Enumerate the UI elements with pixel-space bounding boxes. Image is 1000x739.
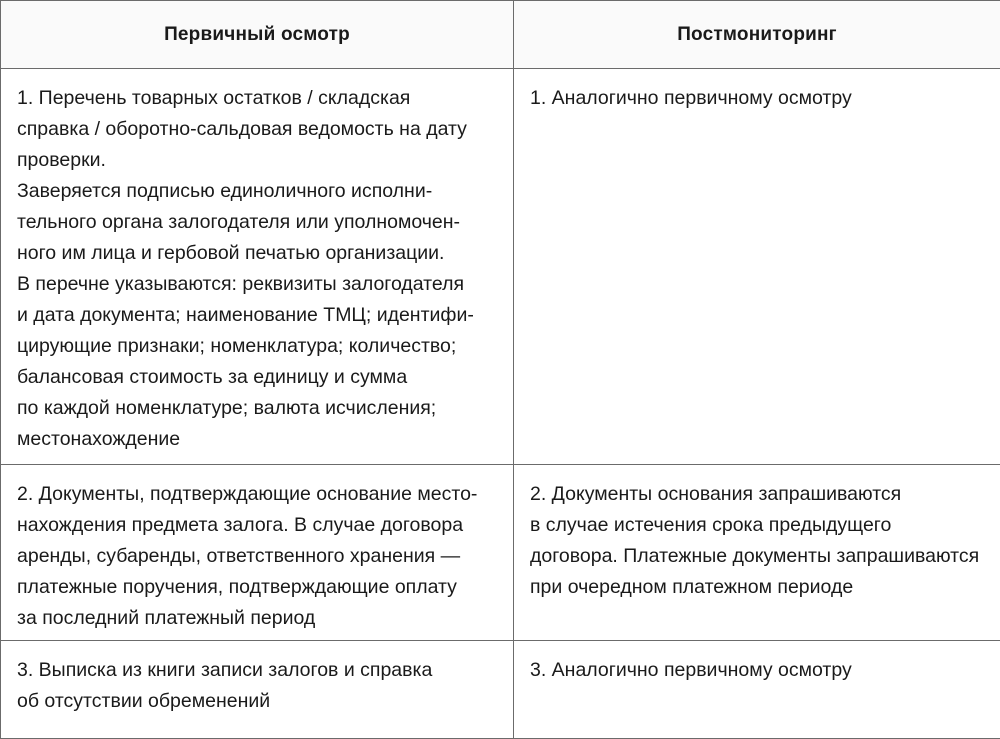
row-3-initial-text: 3. Выписка из книги записи залогов и справка об отсутствии обременений	[17, 655, 497, 717]
row-2-post-text: 2. Документы основания запрашиваются в случае истечения срока предыдущего договора. Платежные документы запрашиваются при очередном платежном периоде	[530, 479, 984, 603]
row-2-initial-cell	[1, 465, 514, 641]
row-3-initial-cell	[1, 641, 514, 739]
row-1-post-text: 1. Аналогично первичному осмотру	[530, 83, 984, 114]
row-3-post-cell	[514, 641, 1000, 739]
row-1-initial-para-2: Заверяется подписью единоличного исполни- тельного органа залогодателя или уполномочен- ного им лица и гербовой печатью организации.	[17, 176, 497, 269]
header-initial-inspection: Первичный осмотр	[1, 1, 514, 69]
table-row	[1, 465, 1000, 641]
row-3-post-text: 3. Аналогично первичному осмотру	[530, 655, 984, 686]
table-row	[1, 69, 1000, 465]
row-1-initial-para-1: 1. Перечень товарных остатков / складская справка / оборотно-сальдовая ведомость на дату проверки.	[17, 83, 497, 176]
row-1-initial-para-3: В перечне указываются: реквизиты залогодателя и дата документа; наименование ТМЦ; идентифи- цирующие признаки; номенклатура; количество; балансовая стоимость за единицу и сумма по каждой номенклатуре; валюта исчисления; местонахождение	[17, 269, 497, 455]
row-2-initial-text: 2. Документы, подтверждающие основание место- нахождения предмета залога. В случае договора аренды, субаренды, ответственного хранения — платежные поручения, подтверждающие оплату за последний платежный период	[17, 479, 497, 634]
row-1-post-cell	[514, 69, 1000, 465]
header-post-monitoring: Постмониторинг	[514, 1, 1000, 69]
table-row	[1, 641, 1000, 739]
table-header-row	[1, 1, 1000, 69]
row-2-post-cell	[514, 465, 1000, 641]
row-1-initial-cell	[1, 69, 514, 465]
